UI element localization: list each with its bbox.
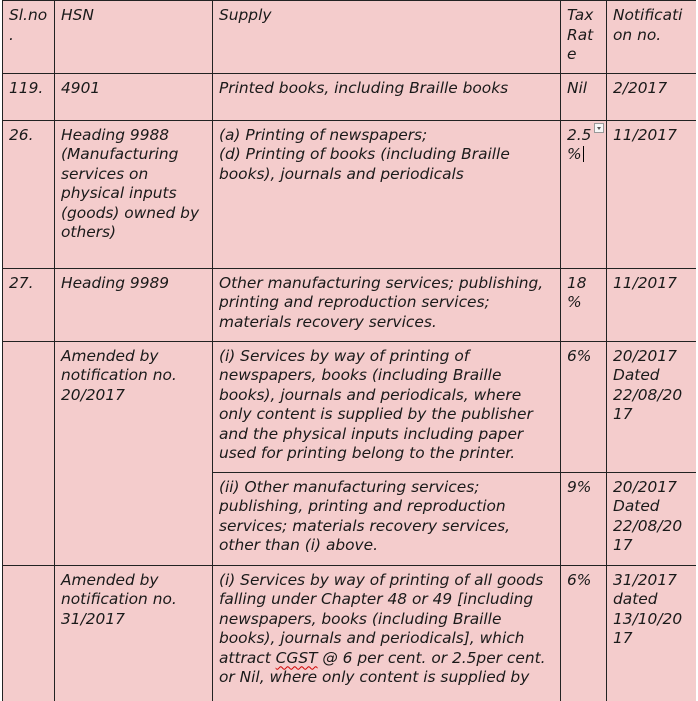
cell-rate-editing[interactable] [561, 120, 607, 268]
gst-rate-table [2, 0, 696, 701]
cell-rate[interactable]: 9% [561, 472, 607, 565]
header-supply[interactable]: Supply [213, 1, 561, 74]
cell-notification[interactable]: 11/2017 [607, 120, 697, 268]
supply-line-a: (a) Printing of newspapers; [219, 125, 428, 144]
cell-rate[interactable]: 6% [561, 341, 607, 472]
table-header-row [3, 1, 697, 74]
cell-supply[interactable] [213, 565, 561, 701]
cell-hsn[interactable]: Amended by notification no. 31/2017 [55, 565, 213, 701]
supply-line-d: (d) Printing of books (including Braille books), journals and periodicals [219, 145, 510, 183]
cell-notification[interactable]: 31/2017 dated 13/10/2017 [607, 565, 697, 701]
cell-rate[interactable]: 6% [561, 565, 607, 701]
table-row [3, 341, 697, 472]
cell-supply[interactable]: Other manufacturing services; publishing, printing and reproduction services; materials recovery services. [213, 268, 561, 341]
cell-supply[interactable]: (ii) Other manufacturing services; publishing, printing and reproduction services; materials recovery services, other than (i) above. [213, 472, 561, 565]
cell-slno[interactable] [3, 565, 55, 701]
table-row [3, 268, 697, 341]
cell-rate[interactable]: 18% [561, 268, 607, 341]
cell-slno[interactable]: 27. [3, 268, 55, 341]
table-row [3, 565, 697, 701]
spellcheck-flagged-word[interactable]: CGST [275, 648, 318, 667]
chevron-down-icon[interactable] [594, 123, 604, 133]
cell-notification[interactable]: 11/2017 [607, 268, 697, 341]
cell-rate[interactable]: Nil [561, 73, 607, 120]
cell-slno[interactable]: 119. [3, 73, 55, 120]
header-slno[interactable]: Sl.no. [3, 1, 55, 74]
cell-notification[interactable]: 20/2017 Dated 22/08/2017 [607, 341, 697, 472]
cell-supply[interactable]: Printed books, including Braille books [213, 73, 561, 120]
cell-slno[interactable] [3, 341, 55, 565]
cell-supply[interactable] [213, 120, 561, 268]
cell-notification[interactable]: 20/2017 Dated 22/08/2017 [607, 472, 697, 565]
header-tax-rate[interactable]: Tax Rate [561, 1, 607, 74]
cell-hsn[interactable]: Amended by notification no. 20/2017 [55, 341, 213, 565]
cell-hsn[interactable]: Heading 9989 [55, 268, 213, 341]
cell-hsn[interactable]: Heading 9988 (Manufacturing services on physical inputs (goods) owned by others) [55, 120, 213, 268]
header-hsn[interactable]: HSN [55, 1, 213, 74]
supply-text-end: @ 6 per cent. or 2.5per cent. or Nil, where only content is supplied by [219, 648, 546, 686]
rate-value: 2.5% [567, 125, 592, 163]
header-notification[interactable]: Notification no. [607, 1, 697, 74]
table-row [3, 73, 697, 120]
cell-supply[interactable]: (i) Services by way of printing of newspapers, books (including Braille books), journals and periodicals, where only content is supplied by the publisher and the physical inputs including paper used for printing belong to the printer. [213, 341, 561, 472]
cell-notification[interactable]: 2/2017 [607, 73, 697, 120]
cell-hsn[interactable]: 4901 [55, 73, 213, 120]
text-cursor [583, 146, 584, 162]
supply-text-start: (i) Services by way of printing of all goods falling under Chapter 48 or 49 [including newspapers, books (including Braille books), journals and periodicals], which attract [219, 570, 544, 667]
table-row [3, 120, 697, 268]
document-page [2, 0, 696, 701]
cell-slno[interactable]: 26. [3, 120, 55, 268]
